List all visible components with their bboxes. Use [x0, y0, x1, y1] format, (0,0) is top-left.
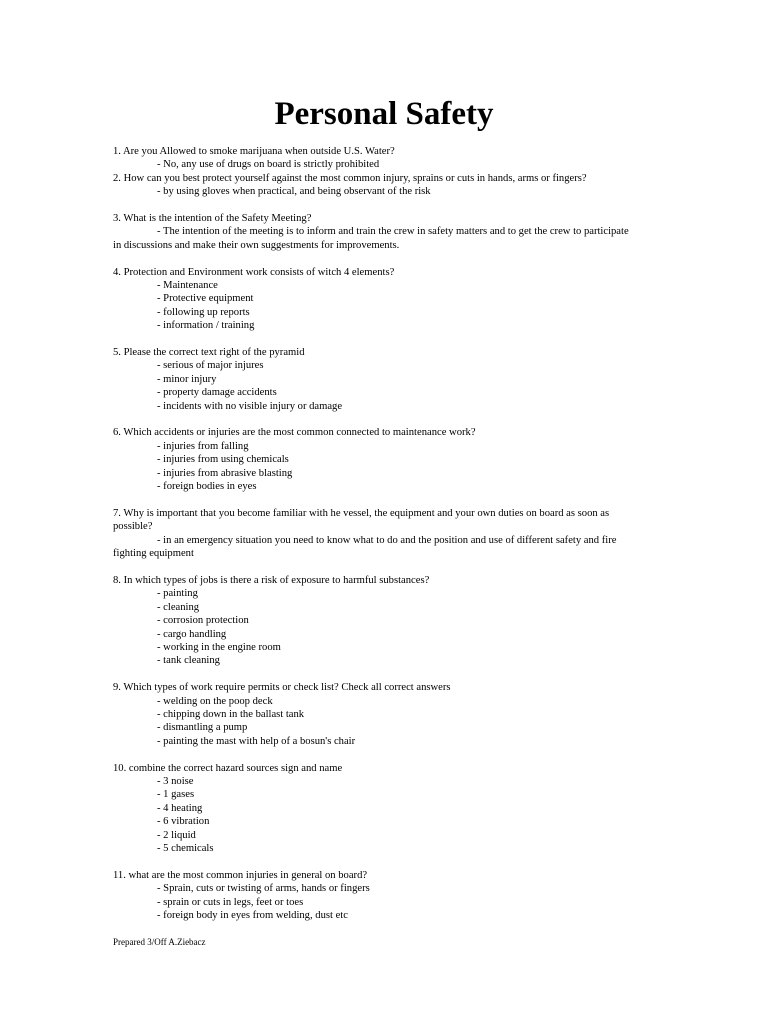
question-block [113, 145, 633, 172]
answer-item: - 2 liquid [157, 829, 196, 841]
answer-item: - serious of major injures [157, 360, 264, 372]
question-text: 8. In which types of jobs is there a risk of exposure to harmful substances? [113, 574, 430, 586]
answer-item: - 6 vibration [157, 816, 210, 828]
answer-item: - by using gloves when practical, and being observant of the risk [157, 186, 431, 198]
question-block [113, 172, 633, 199]
answer-item: - 3 noise [157, 775, 194, 787]
answer-item: - No, any use of drugs on board is strictly prohibited [157, 159, 380, 171]
answer-item: - Protective equipment [157, 293, 254, 305]
question-text: 9. Which types of work require permits or check list? Check all correct answers [113, 682, 451, 694]
answer-item: - dismantling a pump [157, 722, 248, 734]
question-text: 4. Protection and Environment work consists of witch 4 elements? [113, 266, 395, 278]
answer-item: - injuries from using chemicals [157, 454, 289, 466]
answer-item: - 5 chemicals [157, 843, 214, 854]
answer-item: - minor injury [157, 373, 217, 385]
question-text: 5. Please the correct text right of the pyramid [113, 347, 305, 359]
answer-item: - cargo handling [157, 628, 227, 640]
answer-item: - 4 heating [157, 802, 203, 814]
answer-item: - sprain or cuts in legs, feet or toes [157, 896, 304, 908]
answer-item: - corrosion protection [157, 615, 249, 627]
answer-item: - Maintenance [157, 280, 218, 292]
answer-item: - 1 gases [157, 789, 195, 801]
answer-item: - in an emergency situation you need to know what to do and the position and use of different safety and fire fighting equipment [113, 534, 617, 560]
question-block [113, 212, 633, 252]
footer-author: Prepared 3/Off A.Ziebacz [113, 937, 206, 947]
question-text: 11. what are the most common injuries in general on board? [113, 869, 368, 881]
question-block [113, 266, 633, 333]
question-text: 1. Are you Allowed to smoke marijuana when outside U.S. Water? [113, 146, 395, 157]
answer-item: - tank cleaning [157, 655, 220, 667]
answer-item: - following up reports [157, 306, 250, 318]
answer-item: - painting [157, 588, 198, 600]
answer-item: - information / training [157, 320, 255, 332]
question-text: 2. How can you best protect yourself against the most common injury, sprains or cuts in hands, arms or fingers? [113, 172, 587, 184]
question-block [113, 507, 633, 561]
answer-item: - foreign body in eyes from welding, dust etc [157, 910, 348, 922]
answer-item: - incidents with no visible injury or damage [157, 400, 343, 412]
question-text: 10. combine the correct hazard sources sign and name [113, 762, 343, 774]
answer-item: - painting the mast with help of a bosun's chair [157, 735, 356, 747]
question-block [113, 426, 633, 493]
question-text: 6. Which accidents or injuries are the most common connected to maintenance work? [113, 427, 476, 439]
question-block [113, 869, 633, 923]
answer-item: - chipping down in the ballast tank [157, 708, 305, 720]
answer-item: - working in the engine room [157, 641, 281, 653]
answer-item: - Sprain, cuts or twisting of arms, hands or fingers [157, 883, 370, 895]
answer-item: - property damage accidents [157, 387, 277, 399]
question-block [113, 574, 633, 668]
page-title: Personal Safety [274, 96, 494, 132]
question-block [113, 762, 633, 856]
answer-item: - foreign bodies in eyes [157, 481, 257, 493]
question-text: 3. What is the intention of the Safety Meeting? [113, 213, 312, 225]
answer-item: - injuries from falling [157, 440, 249, 452]
answer-item: - welding on the poop deck [157, 695, 273, 707]
question-text: 7. Why is important that you become familiar with he vessel, the equipment and your own duties on board as soon as possible? [113, 507, 610, 533]
answer-item: - injuries from abrasive blasting [157, 467, 293, 479]
question-list [113, 145, 633, 922]
answer-item: - cleaning [157, 601, 200, 613]
answer-item: - The intention of the meeting is to inform and train the crew in safety matters and to get the crew to participate in discussions and make their own suggestments for improvements. [113, 226, 629, 251]
question-block [113, 681, 633, 748]
question-block [113, 346, 633, 413]
